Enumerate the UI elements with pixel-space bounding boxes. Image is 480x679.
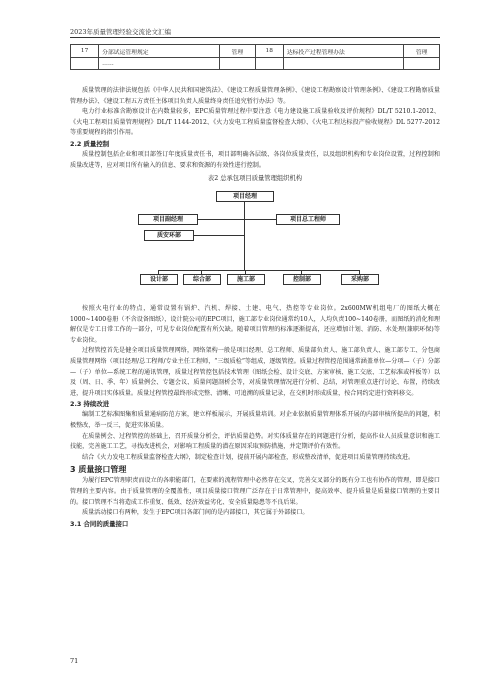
paragraph-standards: 电力行业标准含勘察设计在内数量较多，EPC质量管理过程中要注意《电力建设施工质量验收及评价规程》DL/T 5210.1-2012、《火电工程项目质量管理规程》DL/T 1144-2012、《火力发电工程质量监督检查大纲》、《火电工程达标投产验收规程》DL 5277-2012等重要规程的指引作用。 <box>70 108 440 137</box>
paragraph-laws: 质量管理的法律法规包括《中华人民共和国建筑法》、《建设工程质量管理条例》、《建设工程勘察设计管理条例》、《建设工程勘察质量管理办法》、《建设工程五方责任主体项目负责人质量终身责任追究暂行办法》等。 <box>70 87 440 105</box>
table-cell <box>283 58 404 70</box>
paragraph-improvement-1: 编制工艺标准图集和质量通病防范方案，建立样板展示，开展质量培训。对企业依据质量管理体系开展的内部审核所提出的问题，积极整改，举一反三，促进实体质量。 <box>70 411 440 429</box>
table-cell: 管理 <box>404 45 440 58</box>
table-cell: 达标投产过程管理办法 <box>283 45 404 58</box>
paragraph-improvement-2: 在质量例会、过程管控的基础上，召开质量分析会，评估质量趋势。对实体质量存在的问题进行分析，提高作业人员质量意识和施工技能，完善施工工艺，寻找改进机会，对影响工程质量的潜在原因采取预防措施，并定期评价有效性。 <box>70 432 440 451</box>
table-row <box>71 58 440 70</box>
table-cell: 分部试运管理规定 <box>99 45 220 58</box>
org-box-construction-dept: 施工部 <box>227 274 265 285</box>
table-cell <box>71 58 99 70</box>
running-header: 2023年质量管理经验交流论文汇编 <box>70 28 172 36</box>
paragraph-interface-2: 质量活动接口有两种，发生于EPC项目各部门间的是内部接口，其它属于外部接口。 <box>82 509 309 517</box>
org-connector <box>244 202 245 270</box>
org-connector <box>158 270 360 271</box>
section-heading-3: 3 质量接口管理 <box>70 465 127 475</box>
paragraph-process-control: 过程管控首先是健全项目质量管理网络，网络架构一般是项目经理、总工程师、质量部负责人、施工部负责人、施工部专工、分包商质量管理网络（项目经理/总工程师/专业主任工程师，“三级质检”等组成，逐级管控。质量过程管控范围通常涵盖单位—分项—（子）分部—（子）单位—系统工程的通讯管理，质量过程管控包括技术管理（图纸会检、设计交底、方案审核、施工交底、工艺标准或样板等）以及（周、日、季、年）质量例会、专题会议、质量问题剖析会等，对质量管理情况进行分析、总结，对管理重点进行讨论、布置，持续改进，提升项目实体质量。质量过程管控最终形成完整、清晰、可追溯的质量记录，在交机时形成质量，按合同约定进行资料移交。 <box>70 347 440 397</box>
org-box-chief-engineer: 项目总工程师 <box>276 214 340 225</box>
table-row <box>71 45 440 58</box>
org-connector <box>193 235 244 236</box>
org-box-deputy-manager: 项目副经理 <box>138 214 198 225</box>
paragraph-staffing: 按照火电行业的特点，通常设置有锅炉、汽机、焊接、土建、电气、热控等专业岗位。2x600MW机组电厂的图纸大概在1000~1400卷册（不含设备图纸），设计院公司的EPC项目，施工部专业岗位通常约10人，人均负责100~140卷册，而图纸的消化和理解仅是专工日常工作的一部分，可见专业岗位配置有所欠缺。随着项目管理的标准逐渐提高，还应增加计划、消防、水处理(兼职环保)等专业岗位。 <box>70 305 440 344</box>
table-cell <box>404 58 440 70</box>
paragraph-quality-control: 质量控制包括企业和项目部签订年度质量责任书，项目部明确各层级、各岗位质量责任，以及组织机构和专业岗位设置，过程控制和质量改进等，应对项目所有输入的信息、要求和资源的有效性进行控制。 <box>70 150 440 169</box>
section-heading-3-1: 3.1 合同的质量接口 <box>70 519 129 528</box>
table-cell <box>255 58 283 70</box>
table-cell: …… <box>99 58 220 70</box>
table-cell: 17 <box>71 45 99 58</box>
org-box-control-dept: 控制部 <box>283 274 321 285</box>
org-box-general-dept: 综合部 <box>183 274 221 285</box>
header-rule <box>70 37 440 38</box>
body-text-lower <box>70 304 440 530</box>
org-box-qhse-dept: 质安环部 <box>144 230 194 241</box>
figure-caption: 表2 总承包项目质量管理组织机构 <box>207 175 303 183</box>
org-connector <box>197 219 276 220</box>
table-cell <box>220 58 256 70</box>
body-text-upper <box>70 86 440 283</box>
section-heading-2-3: 2.3 持续改进 <box>70 400 110 409</box>
management-rules-table <box>70 44 440 70</box>
org-chart <box>70 189 440 283</box>
page-number: 71 <box>70 657 79 665</box>
section-heading-2-2: 2.2 质量控制 <box>70 139 110 148</box>
table-cell: 18 <box>255 45 283 58</box>
paragraph-improvement-3: 结合《火力发电工程质量监督检查大纲》，制定检查计划，提前开展内部检查，形成整改清单，促进项目质量管理持续改进。 <box>82 453 415 461</box>
paragraph-interface-1: 为履行EPC管理职责而设立的各职能部门，在要素的流程管理中必然存在交叉，完善交叉部分的既有分工也有协作的管理，即是接口管理的主要内容。由于质量管理的全覆盖性，项目质量接口管理广泛存在于日常管理中，提高效率、提升质量是质量接口管理的主要目的。接口管理不当将造成工作重复、低效、经济效益劣化、安全质量隐患等不良后果。 <box>70 477 440 506</box>
table-cell: 管理 <box>220 45 256 58</box>
org-box-project-manager: 项目经理 <box>216 191 274 202</box>
org-box-design-dept: 设计部 <box>140 274 178 285</box>
org-box-procurement-dept: 采购部 <box>341 274 379 285</box>
